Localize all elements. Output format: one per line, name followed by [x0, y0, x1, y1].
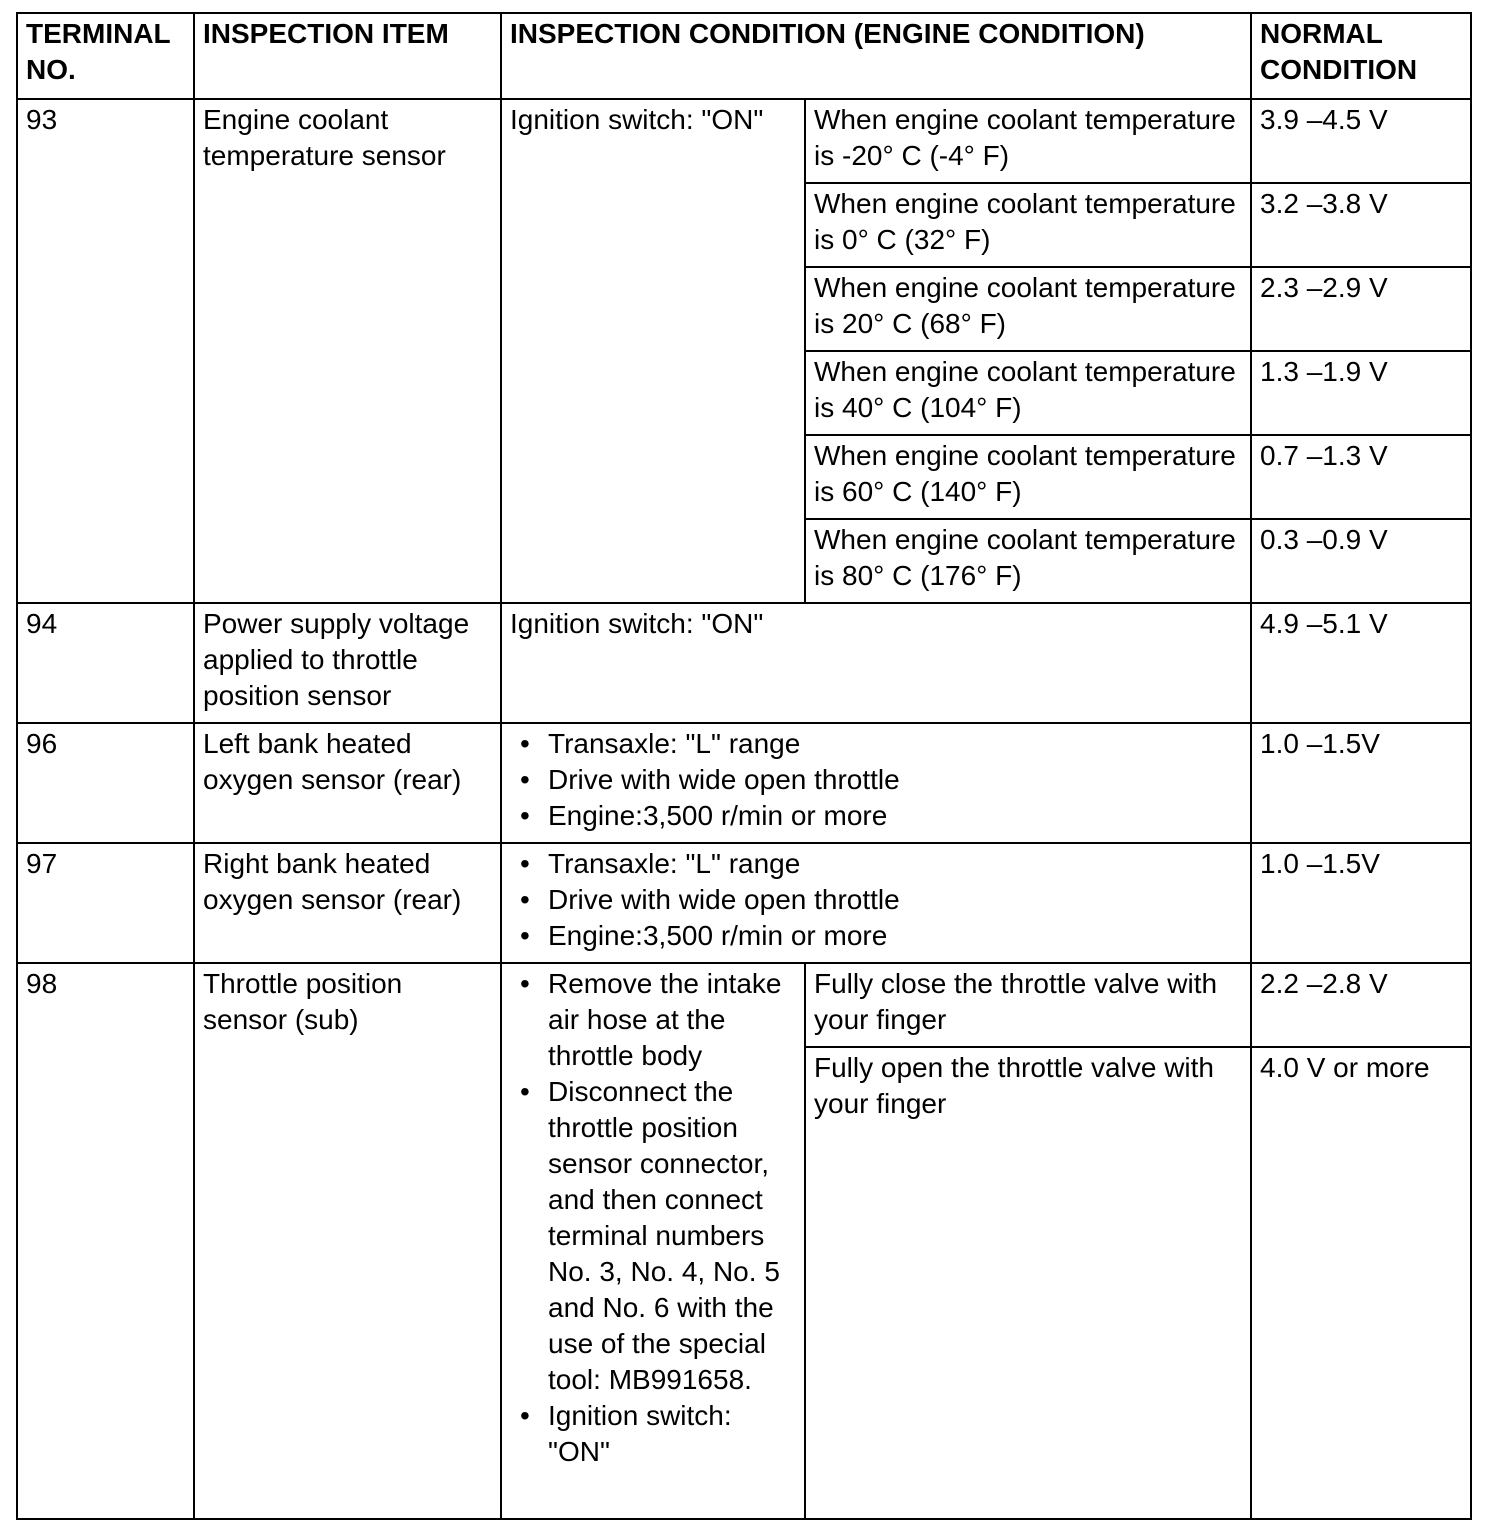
- header-terminal: TERMINAL NO.: [17, 13, 194, 99]
- condition-detail: Fully open the throttle valve with your finger: [805, 1047, 1251, 1519]
- inspection-condition: [501, 843, 1251, 963]
- condition-detail: When engine coolant temperature is 40° C (104° F): [805, 351, 1251, 435]
- terminal-number: 97: [17, 843, 194, 963]
- list-item: • Engine:3,500 r/min or more: [548, 798, 1242, 834]
- condition-detail: When engine coolant temperature is 20° C (68° F): [805, 267, 1251, 351]
- table-row: [17, 99, 1471, 183]
- terminal-number: 94: [17, 603, 194, 723]
- list-item: • Engine:3,500 r/min or more: [548, 918, 1242, 954]
- condition-detail: Fully close the throttle valve with your finger: [805, 963, 1251, 1047]
- normal-condition: 3.9 –4.5 V: [1251, 99, 1471, 183]
- inspection-item: Engine coolant temperature sensor: [194, 99, 501, 603]
- normal-condition: 4.9 –5.1 V: [1251, 603, 1471, 723]
- list-item: • Transaxle: "L" range: [548, 726, 1242, 762]
- list-item: • Ignition switch: "ON": [548, 1398, 796, 1470]
- inspection-condition: [501, 963, 805, 1519]
- inspection-item: Power supply voltage applied to throttle position sensor: [194, 603, 501, 723]
- inspection-item: Right bank heated oxygen sensor (rear): [194, 843, 501, 963]
- header-inspection-condition: INSPECTION CONDITION (ENGINE CONDITION): [501, 13, 1251, 99]
- inspection-item: Left bank heated oxygen sensor (rear): [194, 723, 501, 843]
- condition-list: [510, 846, 1242, 954]
- normal-condition: 1.0 –1.5V: [1251, 723, 1471, 843]
- inspection-condition: [501, 723, 1251, 843]
- table-row: [17, 963, 1471, 1047]
- normal-condition: 4.0 V or more: [1251, 1047, 1471, 1519]
- condition-detail: When engine coolant temperature is -20° C (-4° F): [805, 99, 1251, 183]
- header-row: [17, 13, 1471, 99]
- terminal-number: 98: [17, 963, 194, 1519]
- terminal-number: 93: [17, 99, 194, 603]
- normal-condition: 1.0 –1.5V: [1251, 843, 1471, 963]
- list-item: • Transaxle: "L" range: [548, 846, 1242, 882]
- list-item: • Remove the intake air hose at the throttle body: [548, 966, 796, 1074]
- list-item: • Drive with wide open throttle: [548, 762, 1242, 798]
- table-row: [17, 603, 1471, 723]
- condition-list: [510, 966, 796, 1470]
- header-normal-condition: NORMAL CONDITION: [1251, 13, 1471, 99]
- condition-detail: When engine coolant temperature is 0° C (32° F): [805, 183, 1251, 267]
- inspection-item: Throttle position sensor (sub): [194, 963, 501, 1519]
- normal-condition: 0.7 –1.3 V: [1251, 435, 1471, 519]
- table-row: [17, 843, 1471, 963]
- list-item: • Drive with wide open throttle: [548, 882, 1242, 918]
- condition-detail: When engine coolant temperature is 60° C (140° F): [805, 435, 1251, 519]
- condition-list: [510, 726, 1242, 834]
- normal-condition: 3.2 –3.8 V: [1251, 183, 1471, 267]
- header-inspection-item: INSPECTION ITEM: [194, 13, 501, 99]
- inspection-table: [16, 12, 1472, 1520]
- table-row: [17, 723, 1471, 843]
- inspection-condition: Ignition switch: "ON": [501, 603, 1251, 723]
- normal-condition: 0.3 –0.9 V: [1251, 519, 1471, 603]
- terminal-number: 96: [17, 723, 194, 843]
- normal-condition: 2.3 –2.9 V: [1251, 267, 1471, 351]
- list-item: • Disconnect the throttle position sensor connector, and then connect terminal numbers No. 3, No. 4, No. 5 and No. 6 with the use of the special tool: MB991658.: [548, 1074, 796, 1398]
- normal-condition: 2.2 –2.8 V: [1251, 963, 1471, 1047]
- condition-detail: When engine coolant temperature is 80° C (176° F): [805, 519, 1251, 603]
- inspection-condition: Ignition switch: "ON": [501, 99, 805, 603]
- normal-condition: 1.3 –1.9 V: [1251, 351, 1471, 435]
